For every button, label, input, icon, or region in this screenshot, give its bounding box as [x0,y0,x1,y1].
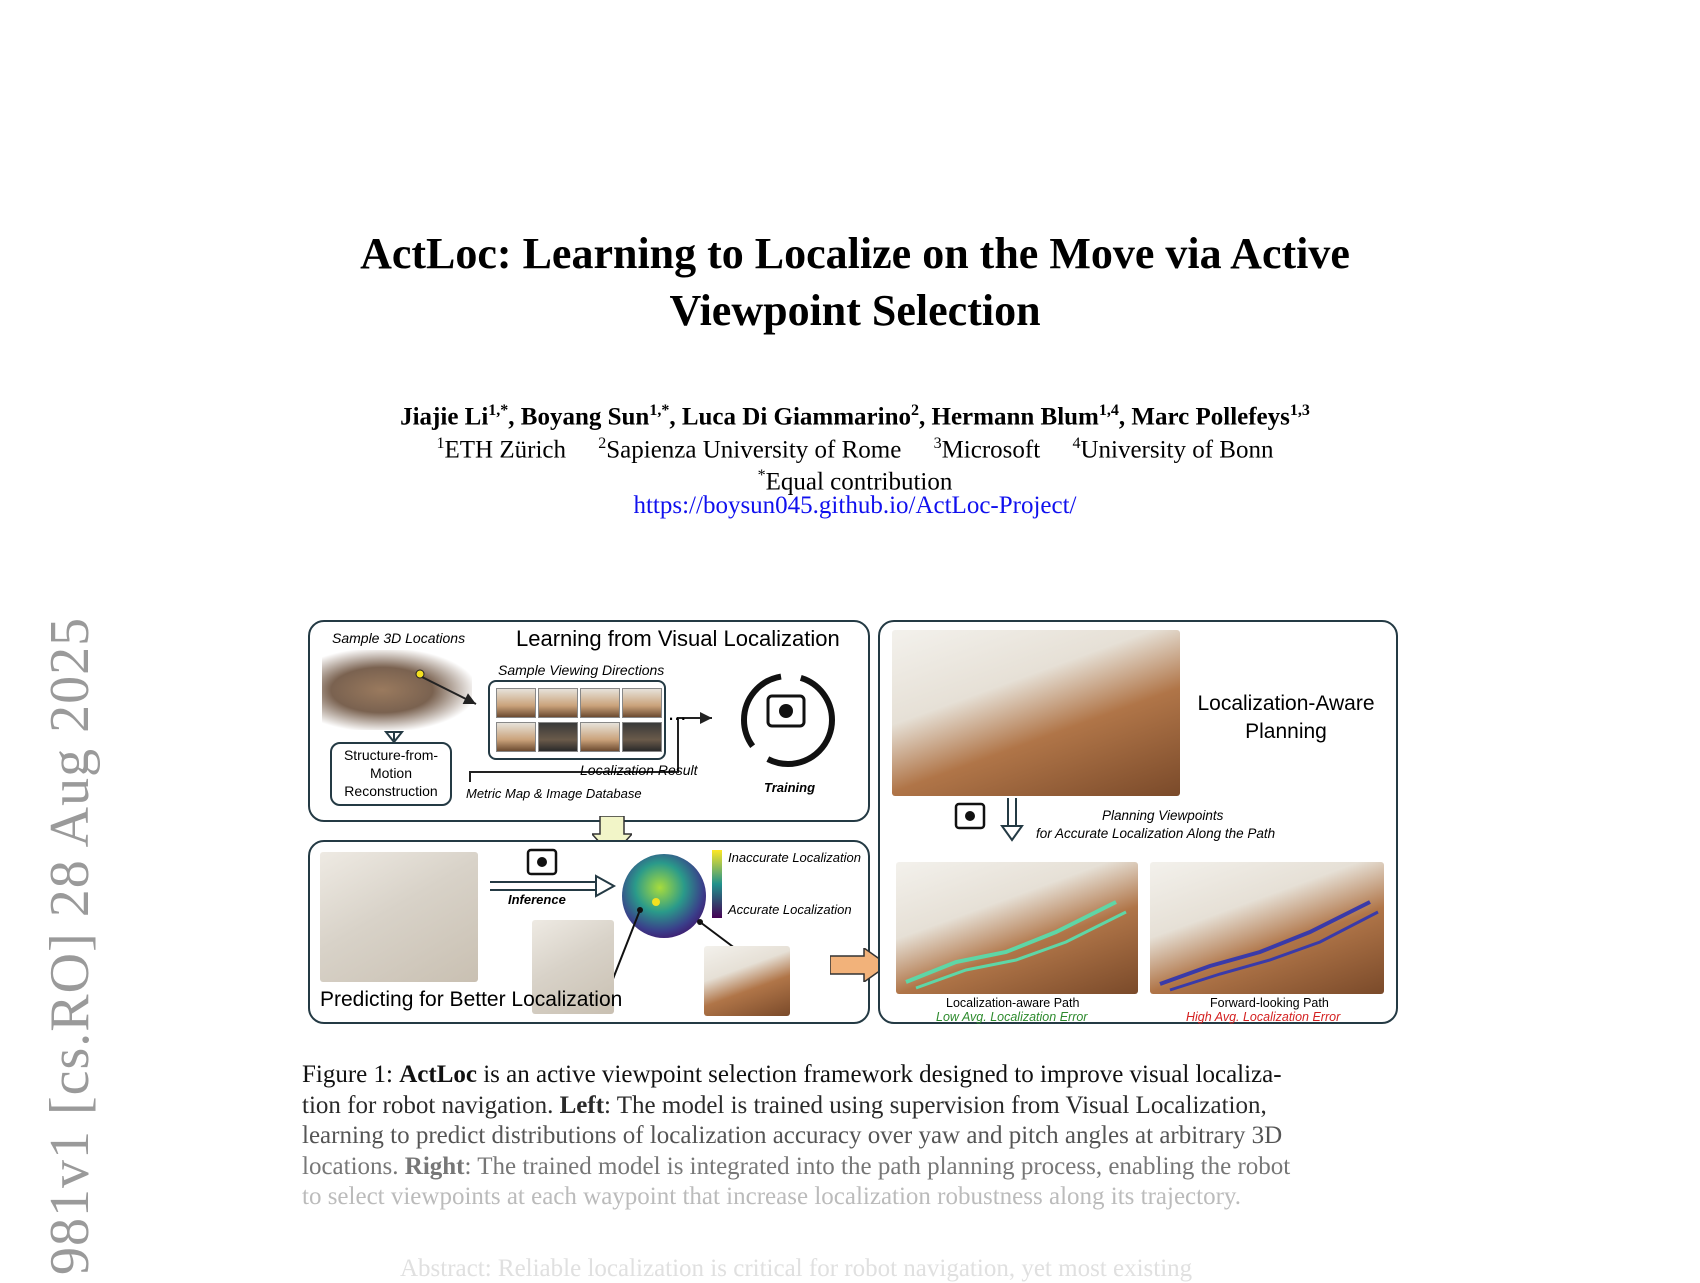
planning-viewpoints-2: for Accurate Localization Along the Path [1036,826,1276,841]
arxiv-stamp [22,0,118,1275]
sample-dirs-label: Sample Viewing Directions [498,662,665,678]
view-image-2 [704,946,790,1016]
path-a-label: Localization-aware Path [946,996,1080,1010]
caption-text: locations. [302,1152,399,1180]
learning-panel [308,620,870,822]
author-name: Jiajie Li [400,403,489,431]
caption-text: is an active viewpoint selection framework designed to improve visual localiza- [483,1061,1282,1088]
author-sup: 1,3 [1289,402,1310,419]
author-name: Luca Di Giammarino [681,403,912,431]
predicting-panel [308,840,870,1024]
path-a-error: Low Avg. Localization Error [936,1010,1088,1024]
caption-line-1 [302,1060,1412,1091]
paper-title: ActLoc: Learning to Localize on the Move via Active Viewpoint Selection [360,229,1350,335]
path-a-overlay [896,862,1138,994]
predicting-title: Predicting for Better Localization [320,988,623,1011]
author-sup: 2 [911,402,920,419]
author-name: Marc Pollefeys [1131,403,1290,431]
inaccurate-label: Inaccurate Localization [728,850,861,865]
ellipsis: ... [668,700,687,725]
viewing-directions-box [488,680,666,760]
equal-text: Equal contribution [765,468,953,496]
path-b-label: Forward-looking Path [1210,996,1329,1010]
affil-name: ETH Zürich [444,436,566,464]
affil-name: University of Bonn [1080,436,1274,464]
caption-line-2 [302,1091,1412,1122]
caption-line-3: learning to predict distributions of localization accuracy over yaw and pitch angles at arbitrary 3D [302,1122,1283,1149]
path-b-error: High Avg. Localization Error [1186,1010,1341,1024]
equal-sup: * [757,467,766,484]
caption-method-name: ActLoc [399,1061,477,1088]
learning-title: Learning from Visual Localization [516,626,840,651]
affil-name: Microsoft [941,436,1041,464]
path-b-image [1150,862,1384,994]
author-name: Boyang Sun [520,403,650,431]
affil-sup: 1 [436,435,445,452]
caption-text: : The trained model is integrated into the path planning process, enabling the robot [464,1152,1291,1180]
abstract-fragment: Abstract: Reliable localization is critical for robot navigation, yet most existing [400,1255,1193,1282]
caption-line-5: to select viewpoints at each waypoint that increase localization robustness along its trajectory. [302,1183,1242,1210]
sample-3d-label: Sample 3D Locations [332,630,466,646]
localization-result-label: Localization Result [580,762,698,778]
path-b-overlay [1150,862,1384,994]
figure-1 [306,616,1400,1026]
author-name: Hermann Blum [931,403,1099,431]
project-link[interactable]: https://boysun045.github.io/ActLoc-Project/ [633,492,1077,519]
sfm-label: Structure-from-Motion Reconstruction [343,747,439,799]
affil-sup: 4 [1072,435,1081,452]
caption-line-4 [302,1152,1412,1183]
metric-map-label: Metric Map & Image Database [466,786,642,801]
affil-name: Sapienza University of Rome [606,436,902,464]
author-sup: 1,* [649,402,670,419]
planning-title: Localization-Aware Planning [1197,692,1375,743]
arxiv-id-text: 981v1 [cs.RO] 28 Aug 2025 [39,616,101,1275]
accurate-label: Accurate Localization [728,902,852,917]
planning-room-image [892,630,1180,796]
planning-panel [878,620,1398,1024]
author-sup: 1,* [488,402,509,419]
planning-viewpoints-1: Planning Viewpoints [1102,808,1224,823]
caption-label: Figure 1: [302,1061,393,1088]
author-sup: 1,4 [1098,402,1119,419]
caption-left: Left [559,1091,605,1119]
figure-caption [302,1060,1412,1213]
affil-sup: 2 [598,435,607,452]
caption-right: Right [404,1152,465,1180]
sfm-box [330,742,452,806]
caption-text: tion for robot navigation. [302,1091,554,1119]
training-label: Training [764,780,816,795]
inference-label: Inference [508,892,566,907]
path-a-image [896,862,1138,994]
affil-sup: 3 [933,435,942,452]
author-list: Jiajie $Li^{1,*}$, Boyang Sun$^{1,*}$, Luca Di Giammarino$^2$, Hermann Blum$^{1,4}$, Marc Pollefeys$^{1,3}$ [400,402,1310,431]
caption-text: : The model is trained using supervision from Visual Localization, [604,1091,1267,1119]
colorbar [712,850,722,918]
